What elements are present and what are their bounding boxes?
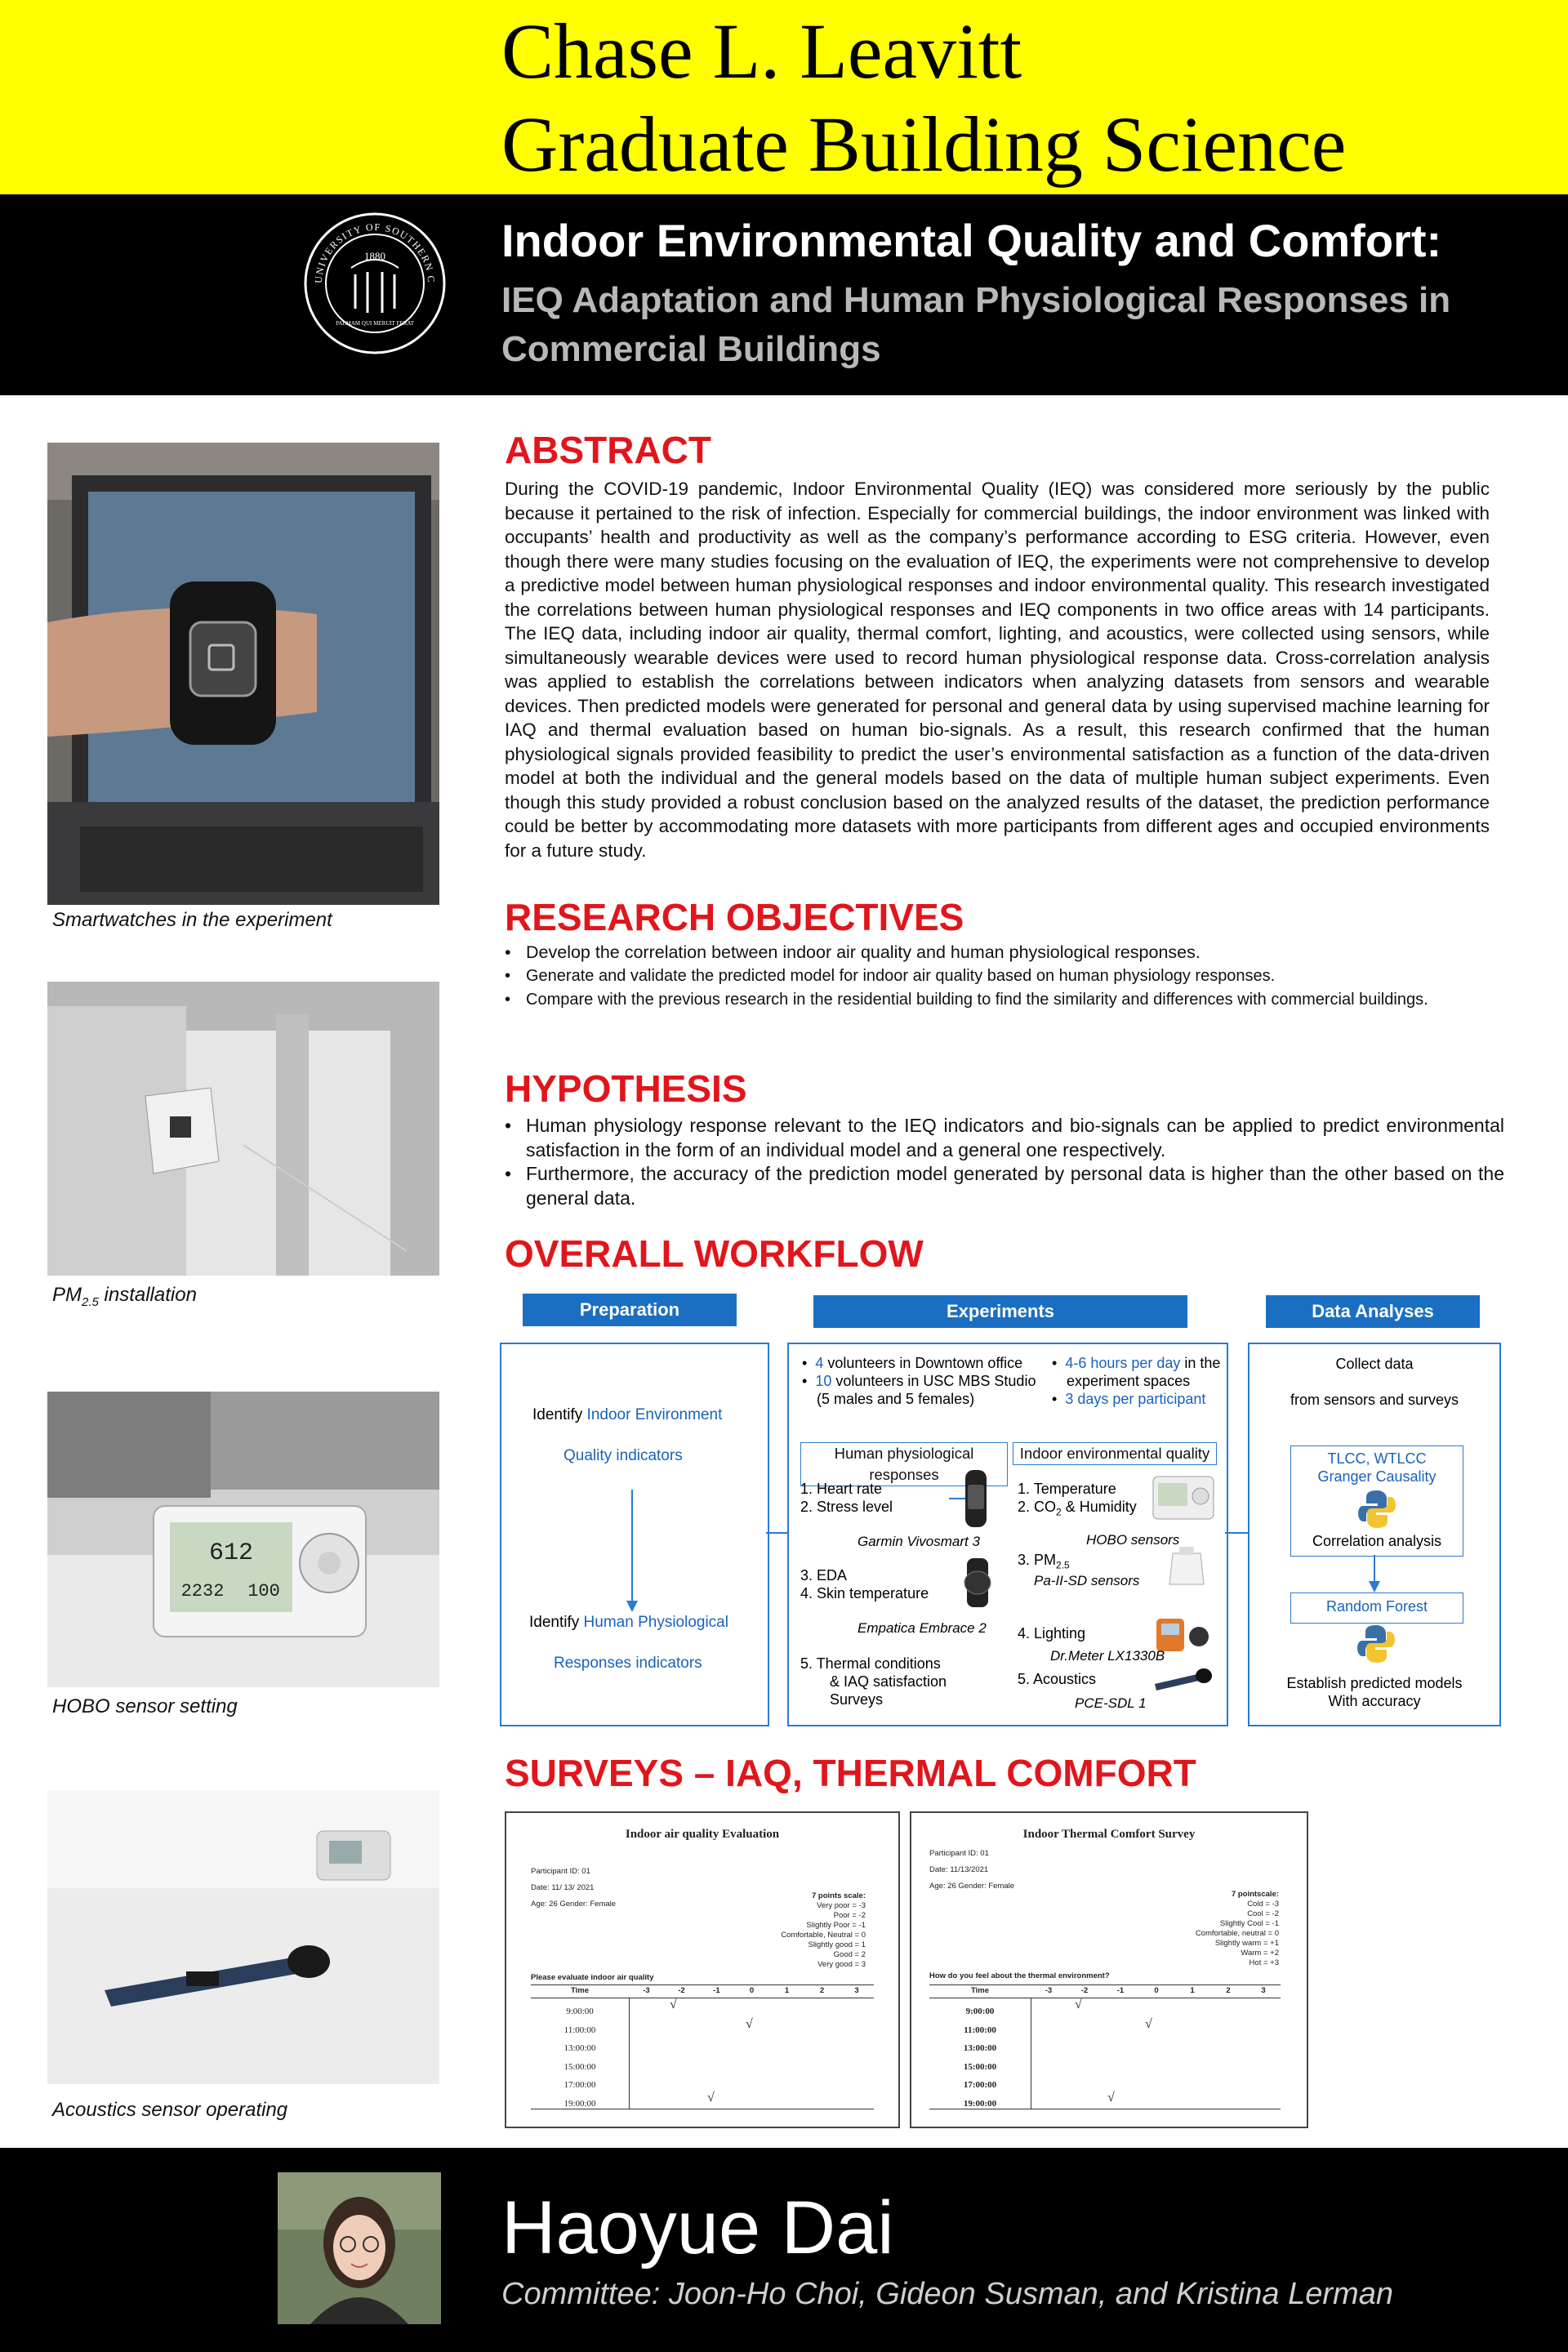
- iaq-scale: 7 points scale: Very poor = -3 Poor = -2 Slightly Poor = -1 Comfortable, Neutral = 0 Slightly good = 1 Good = 2 Very good = 3: [781, 1891, 866, 1969]
- analyses-panel: Collect data from sensors and surveys TLCC, WTLCC Granger Causality Correlation analysis Random Forest Establish predicted models With accuracy: [1248, 1343, 1501, 1726]
- check-mark: √: [1075, 1998, 1082, 2011]
- sound-meter-icon: [1152, 1664, 1217, 1694]
- list-item: • Compare with the previous research in the residential building to find the similarity and differences with commercial buildings.: [505, 988, 1509, 1012]
- svg-text:2232: 2232: [180, 1581, 225, 1601]
- hours-text: • 4-6 hours per day in the experiment spaces • 3 days per participant: [1052, 1355, 1221, 1407]
- photo-caption: HOBO sensor setting: [52, 1695, 238, 1717]
- surveys-heading: SURVEYS – IAQ, THERMAL COMFORT: [505, 1752, 1196, 1794]
- check-mark: √: [670, 1998, 677, 2011]
- svg-text:1880: 1880: [364, 250, 385, 262]
- acoustics-photo: [47, 1790, 439, 2084]
- usc-seal-logo: [302, 211, 448, 356]
- objectives-heading: RESEARCH OBJECTIVES: [505, 896, 964, 938]
- author-name: Haoyue Dai: [501, 2186, 894, 2270]
- prep-line: Quality indicators: [564, 1447, 683, 1464]
- experiments-panel: • 4 volunteers in Downtown office • 10 volunteers in USC MBS Studio (5 males and 5 females) • 4-6 hours per day in the experiment spaces • 3 days per participant Human physiological responses Indoor environmental quality 1. Heart rate 2. Stress level Garmin Vivosmart 3 3. EDA 4. Skin temperature Empatica Embrace 2 5. Thermal conditions & IAQ satisfaction Surveys 1. Temperature 2. $CO_2$ & Humidity HOBO sensors 3. $PM_{2.5}$ Pa-II-SD sensors 4. Lighting Dr.Meter LX1330B 5. Acoustics PCE-SDL 1: [787, 1343, 1228, 1726]
- analyses-header: Data Analyses: [1266, 1295, 1480, 1328]
- check-mark: √: [1145, 2017, 1152, 2031]
- svg-text:612: 612: [208, 1539, 254, 1567]
- check-mark: √: [746, 2017, 753, 2031]
- prep-line: Identify Human Physiological: [529, 1614, 728, 1631]
- thermal-survey-form: Indoor Thermal Comfort Survey Participant ID: 01 Date: 11/13/2021 Age: 26 Gender: Female 7 pointscale: Cold = -3 Cool = -2 Slightly Cool = -1 Comfortable, neutral = 0 Slightly warm = +1 Warm = +2 Hot = +3 How do you feel about the thermal environment? Time -3 -2 -1 0 1 2 3 9:00:00 11:00:00 13:00:00 15:00:00 17:00:00 19:00:00 √ √ √: [910, 1811, 1308, 2128]
- hobo-sensor-icon: [1152, 1475, 1215, 1521]
- arrow-down-icon: [1366, 1555, 1383, 1592]
- human-responses-box: Human physiological responses: [800, 1442, 1008, 1486]
- photo-caption: $PM_{2.5}$ installation: [52, 1284, 197, 1309]
- hobo-photo: [47, 1392, 439, 1687]
- check-mark: √: [1107, 2091, 1115, 2105]
- objectives-list: [505, 941, 1509, 1012]
- photo-caption: Acoustics sensor operating: [52, 2099, 288, 2121]
- abstract-heading: ABSTRACT: [505, 429, 711, 471]
- preparation-header: Preparation: [523, 1294, 737, 1326]
- committee-text: Committee: Joon-Ho Choi, Gideon Susman, and Kristina Lerman: [501, 2277, 1393, 2311]
- workflow-heading: OVERALL WORKFLOW: [505, 1232, 924, 1275]
- smartwatch-photo: [47, 443, 439, 905]
- python-logo-icon: [1356, 1489, 1397, 1530]
- list-item: • Human physiology response relevant to the IEQ indicators and bio-signals can be applied to predict environmental satisfaction in the form of an individual model and a general one respectively.: [505, 1114, 1504, 1162]
- svg-text:UNIVERSITY OF SOUTHERN CALIFOR: UNIVERSITY OF SOUTHERN C: [312, 220, 438, 284]
- smartwatch-icon: [949, 1470, 1006, 1527]
- list-item: • Generate and validate the predicted model for indoor air quality based on human physiology responses.: [505, 964, 1509, 988]
- experiments-header: Experiments: [813, 1295, 1187, 1328]
- wristband-icon: [949, 1558, 1006, 1607]
- hypothesis-list: [505, 1114, 1504, 1210]
- project-subtitle: IEQ Adaptation and Human Physiological Responses in Commercial Buildings: [501, 280, 1451, 369]
- department-name: Graduate Building Science: [501, 100, 1347, 188]
- correlation-box: TLCC, WTLCC Granger Causality Correlation analysis: [1290, 1446, 1463, 1557]
- photo-caption: Smartwatches in the experiment: [52, 909, 332, 931]
- thermal-scale: 7 pointscale: Cold = -3 Cool = -2 Slightly Cool = -1 Comfortable, neutral = 0 Slightly warm = +1 Warm = +2 Hot = +3: [1195, 1890, 1279, 1967]
- svg-text:100: 100: [247, 1581, 280, 1601]
- list-item: • Furthermore, the accuracy of the prediction model generated by personal data is higher than the other based on the general data.: [505, 1162, 1504, 1210]
- svg-text:PALMAM QUI MERUIT FERAT: PALMAM QUI MERUIT FERAT: [336, 320, 414, 327]
- pm-sensor-icon: [1166, 1545, 1207, 1589]
- random-forest-box: Random Forest: [1290, 1592, 1463, 1624]
- avatar: [278, 2172, 441, 2324]
- abstract-body: During the COVID-19 pandemic, Indoor Environmental Quality (IEQ) was considered more seriously by the public because it pertained to the risk of infection. Especially for commercial buildings, the indoor environment was linked with occupants’ health and productivity as well as the company’s performance according to ESG criteria. However, even though there were many studies focusing on the evaluation of IEQ, the experiments were not comprehensive to develop a predictive model between human physiological responses and indoor environmental quality. This research investigated the correlations between human physiological responses and IEQ components in two office areas with 14 participants. The IEQ data, including indoor air quality, thermal comfort, lighting, and acoustics, were collected using sensors, while simultaneously wearable devices were used to record human physiological response data. Cross-correlation analysis was applied to establish the correlations between indicators when analyzing datasets from sensors and wearable devices. Then predicted models were generated for personal and general data by using supervised machine learning for IAQ and thermal evaluation based on human bio-signals. As a result, this research confirmed that the human physiological signals provided feasibility to predict the user’s environmental satisfaction as a function of the data-driven model at both the individual and the general models based on the data of multiple human subject experiments. Even though this study provided a robust conclusion based on the analyzed results of the dataset, the prediction performance could be better by accommodating more datasets with more participants from different ages and occupied environments for a future study.: [505, 479, 1490, 861]
- pm25-photo: [47, 982, 439, 1276]
- iaq-survey-form: Indoor air quality Evaluation Participant ID: 01 Date: 11/ 13/ 2021 Age: 26 Gender: Female 7 points scale: Very poor = -3 Poor = -2 Slightly Poor = -1 Comfortable, Neutral = 0 Slightly good = 1 Good = 2 Very good = 3 Please evaluate indoor air quality Time -3 -2 -1 0 1 2 3 9:00:00 11:00:00 13:00:00 15:00:00 17:00:00 19:00:00 √ √ √: [505, 1811, 900, 2128]
- prep-line: Responses indicators: [554, 1655, 702, 1672]
- hypothesis-heading: HYPOTHESIS: [505, 1067, 747, 1110]
- preparation-panel: [500, 1343, 769, 1726]
- list-item: • Develop the correlation between indoor air quality and human physiological responses.: [505, 941, 1509, 964]
- connector-line: [766, 1532, 787, 1534]
- prep-line: Identify Indoor Environment: [532, 1406, 723, 1423]
- connector-line: [1225, 1532, 1248, 1534]
- indoor-quality-box: Indoor environmental quality: [1013, 1442, 1217, 1465]
- advisor-name: Chase L. Leavitt: [501, 7, 1022, 95]
- check-mark: √: [707, 2091, 715, 2105]
- volunteers-text: • 4 volunteers in Downtown office • 10 volunteers in USC MBS Studio (5 males and 5 females): [802, 1355, 1036, 1407]
- python-logo-icon: [1356, 1624, 1396, 1664]
- project-title: Indoor Environmental Quality and Comfort:: [501, 215, 1442, 266]
- arrow-down-icon: [624, 1490, 640, 1612]
